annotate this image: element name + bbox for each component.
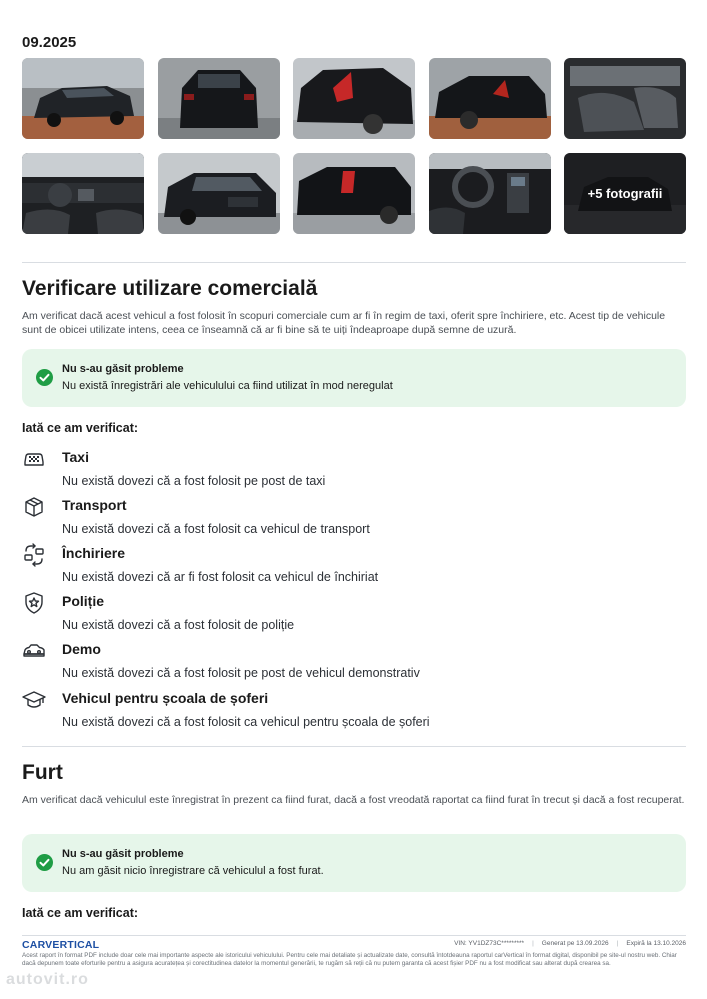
vehicle-photo[interactable] [429, 153, 551, 234]
graduation-cap-icon [22, 688, 46, 712]
rental-icon [22, 543, 46, 567]
vehicle-photo[interactable] [564, 58, 686, 139]
vehicle-photo[interactable] [158, 58, 280, 139]
expiry-date: Expiră la 13.10.2026 [626, 940, 686, 947]
meta-separator: | [616, 940, 619, 947]
report-date: 09.2025 [22, 34, 77, 51]
taxi-icon [22, 447, 46, 471]
item-desc: Nu există dovezi că a fost folosit pe post de vehicul demonstrativ [62, 666, 420, 680]
item-title: Poliție [62, 593, 105, 609]
vehicle-photo[interactable] [22, 153, 144, 234]
vehicle-photo[interactable] [293, 58, 415, 139]
check-item-demo [22, 639, 686, 685]
item-title: Transport [62, 497, 127, 513]
more-photos-label: +5 fotografii [564, 153, 686, 234]
item-title: Vehicul pentru școala de șoferi [62, 690, 269, 706]
item-title: Taxi [62, 449, 89, 465]
vin-text: VIN: YV1DZ73C********* [454, 940, 525, 947]
theft-description: Am verificat dacă vehiculul este înregistrat în prezent ca fiind furat, dacă a fost vreodată raportat ca fiind furat în trecut și dacă a fost recuperat. [22, 794, 685, 806]
checked-heading: Iată ce am verificat: [22, 421, 139, 435]
item-title: Închiriere [62, 545, 126, 561]
vehicle-photo[interactable] [429, 58, 551, 139]
check-item-driving-school [22, 688, 686, 734]
watermark: autovit.ro [6, 971, 89, 988]
box-icon [22, 495, 46, 519]
report-meta [454, 940, 686, 947]
status-text: Nu am găsit nicio înregistrare că vehiculul a fost furat. [62, 865, 324, 877]
more-photos-button[interactable] [564, 153, 686, 234]
commercial-status-box [22, 349, 686, 407]
status-title: Nu s-au găsit probleme [62, 848, 184, 860]
checked-heading: Iată ce am verificat: [22, 906, 139, 920]
item-desc: Nu există dovezi că ar fi fost folosit ca vehicul de închiriat [62, 570, 379, 584]
carvertical-logo: CARVERTICAL [22, 939, 100, 951]
meta-separator: | [532, 940, 534, 947]
generated-date: Generat pe 13.09.2026 [541, 940, 609, 947]
item-desc: Nu există dovezi că a fost folosit ca vehicul de transport [62, 522, 370, 536]
section-divider [22, 262, 686, 263]
commercial-use-title: Verificare utilizare comercială [22, 277, 318, 300]
vehicle-photo[interactable] [158, 153, 280, 234]
status-text: Nu există înregistrări ale vehiculului ca fiind utilizat în mod neregulat [62, 380, 393, 392]
police-badge-icon [22, 591, 46, 615]
vehicle-photo[interactable] [22, 58, 144, 139]
footer-divider [22, 935, 686, 936]
status-title: Nu s-au găsit probleme [62, 363, 184, 375]
footer-disclaimer: Acest raport în format PDF include doar cele mai importante aspecte ale istoricului vehiculului. Pentru cele mai detaliate și actualizate date, consultă întotdeauna raportul carVertical în format digital, disponibil pe site-ul nostru web. Chiar dacă depunem toate eforturile pentru a asigura acuratețea și corectitudinea datelor la momentul generării, te rugăm să reții că nu putem garanta că acest fișier PDF nu a fost modificat sau alterat după crearea sa. [22, 952, 677, 967]
theft-status-box [22, 834, 686, 892]
vehicle-photo[interactable] [293, 153, 415, 234]
theft-title: Furt [22, 761, 63, 784]
commercial-use-description: Am verificat dacă acest vehicul a fost folosit în scopuri comerciale cum ar fi în regim de taxi, oferit spre închiriere, etc. Acest tip de vehicule sunt de obicei utilizate intens, ceea ce înseamnă că ar fi bine să te uiți îndeaproape după semne de uzură. [22, 310, 666, 336]
check-item-police [22, 591, 686, 637]
check-circle-icon [36, 369, 53, 386]
item-desc: Nu există dovezi că a fost folosit pe post de taxi [62, 474, 326, 488]
item-desc: Nu există dovezi că a fost folosit ca vehicul pentru școala de șoferi [62, 715, 430, 729]
photo-gallery [22, 58, 686, 234]
check-item-transport [22, 495, 686, 541]
item-title: Demo [62, 641, 101, 657]
item-desc: Nu există dovezi că a fost folosit de poliție [62, 618, 295, 632]
section-divider [22, 746, 686, 747]
check-item-taxi [22, 447, 686, 493]
check-item-rental [22, 543, 686, 589]
check-circle-icon [36, 854, 53, 871]
car-icon [22, 639, 46, 663]
